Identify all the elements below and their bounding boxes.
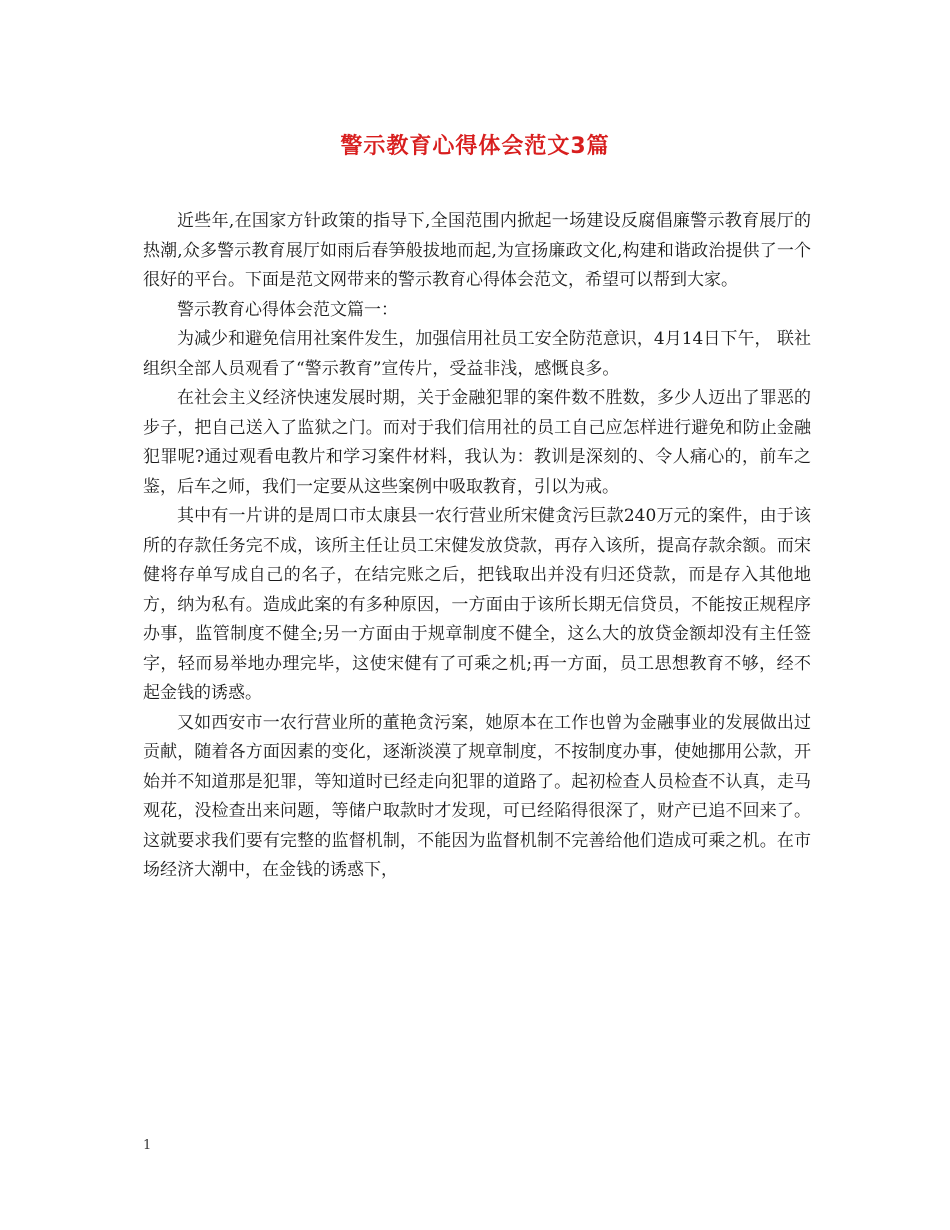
paragraph-1: 为减少和避免信用社案件发生，加强信用社员工安全防范意识，4月14日下午， 联社组织全部人员观看了“警示教育”宣传片，受益非浅，感慨良多。	[143, 329, 811, 379]
document-title: 警示教育心得体会范文3篇	[340, 134, 610, 159]
document-body	[143, 207, 811, 886]
paragraph-section-heading: 警示教育心得体会范文篇一：	[177, 299, 398, 320]
page-number: 1	[143, 1138, 152, 1153]
paragraph-3: 其中有一片讲的是周口市太康县一农行营业所宋健贪污巨款240万元的案件，由于该所的存款任务完不成，该所主任让员工宋健发放贷款，再存入该所，提高存款余额。而宋健将存单写成自己的名子，在结完账之后，把钱取出并没有归还贷款，而是存入其他地方，纳为私有。造成此案的有多种原因，一方面由于该所长期无信贷员，不能按正规程序办事，监管制度不健全;另一方面由于规章制度不健全，这么大的放贷金额却没有主任签字，轻而易举地办理完毕，这使宋健有了可乘之机;再一方面，员工思想教育不够，经不起金钱的诱惑。	[143, 506, 811, 703]
paragraph-intro: 近些年,在国家方针政策的指导下,全国范围内掀起一场建设反腐倡廉警示教育展厅的热潮,众多警示教育展厅如雨后春笋般拔地而起,为宣扬廉政文化,构建和谐政治提供了一个很好的平台。下面是范文网带来的警示教育心得体会范文，希望可以帮到大家。	[143, 211, 811, 290]
paragraph-2: 在社会主义经济快速发展时期，关于金融犯罪的案件数不胜数，多少人迈出了罪恶的步子，把自己送入了监狱之门。而对于我们信用社的员工自己应怎样进行避免和防止金融犯罪呢?通过观看电教片和学习案件材料，我认为：教训是深刻的、令人痛心的，前车之鉴，后车之师，我们一定要从这些案例中吸取教育，引以为戒。	[143, 388, 811, 497]
paragraph-4: 又如西安市一农行营业所的董艳贪污案，她原本在工作也曾为金融事业的发展做出过贡献，随着各方面因素的变化，逐渐淡漠了规章制度，不按制度办事，使她挪用公款，开始并不知道那是犯罪，等知道时已经走向犯罪的道路了。起初检查人员检查不认真，走马观花，没检查出来问题，等储户取款时才发现，可已经陷得很深了，财产已追不回来了。这就要求我们要有完整的监督机制，不能因为监督机制不完善给他们造成可乘之机。在市场经济大潮中，在金钱的诱惑下，	[143, 712, 811, 880]
